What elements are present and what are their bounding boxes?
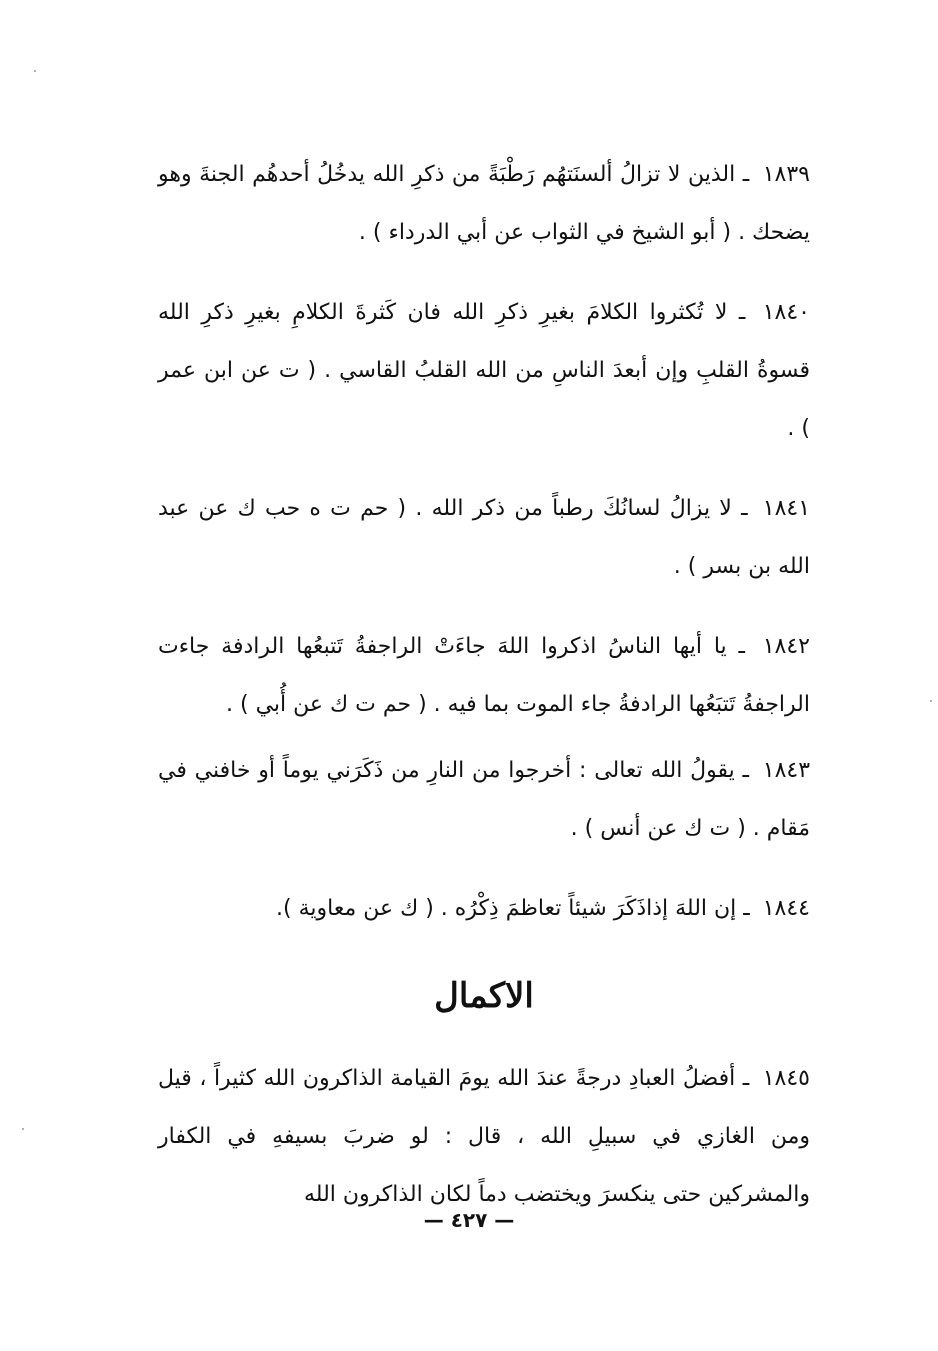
hadith-number: ١٨٤١ <box>762 496 811 521</box>
hadith-number: ١٨٤٣ <box>762 758 811 783</box>
scan-speck <box>930 700 932 702</box>
hadith-text: يقولُ الله تعالى : أخرجوا من النارِ من ذَكَرَني يوماً أو خافني في مَقام . ( ت ك عن أنس ) . <box>158 758 810 841</box>
hadith-separator: ـ <box>727 300 757 325</box>
hadith-separator: ـ <box>734 758 757 783</box>
hadith-number: ١٨٤٤ <box>762 896 810 921</box>
hadith-text: الذين لا تزالُ ألسنَتهُم رَطْبَةً من ذكرِ الله يدخُلُ أحدهُم الجنةَ وهو يضحك . ( أبو الشيخ في الثواب عن أبي الدرداء ) . <box>158 162 810 245</box>
hadith-separator: ـ <box>735 1066 757 1091</box>
hadith-text: أفضلُ العبادِ درجةً عندَ الله يومَ القيامة الذاكرون الله كثيراً ، قيل ومن الغازي في سبيلِ الله ، قال : لو ضربَ بسيفهِ في الكفار والمشركين حتى ينكسرَ ويختضب دماً لكان الذاكرون الله <box>158 1066 810 1207</box>
page-number: — ٤٢٧ — <box>423 1208 515 1232</box>
hadith-number: ١٨٤٠ <box>762 300 810 325</box>
hadith-text: يا أيها الناسُ اذكروا اللهَ جاءَتْ الراجفةُ تَتبعُها الرادفة جاءت الراجفةُ تَتبَعُها الرادفةُ جاء الموت بما فيه . ( حم ت ك عن أُبي ) . <box>158 634 810 717</box>
hadith-1840 <box>158 284 810 458</box>
hadith-1841 <box>158 480 810 596</box>
section-heading: الاكمال <box>434 976 534 1016</box>
hadith-number: ١٨٣٩ <box>762 162 810 187</box>
hadith-number: ١٨٤٥ <box>762 1066 810 1091</box>
main-text <box>158 146 810 1246</box>
hadith-text: إن اللهَ إذاذَكَرَ شيئاً تعاظمَ ذِكْرُه . ( ك عن معاوية ). <box>276 896 737 921</box>
hadith-text: لا يزالُ لسانُكَ رطباً من ذكر الله . ( حم ت ه حب ك عن عبد الله بن بسر ) . <box>158 496 810 579</box>
hadith-number: ١٨٤٢ <box>762 634 810 659</box>
hadith-text: لا تُكثروا الكلامَ بغيرِ ذكرِ الله فان كَثرةَ الكلامِ بغيرِ ذكرِ الله قسوةُ القلبِ وإن أبعدَ الناسِ من الله القلبُ القاسي . ( ت عن ابن عمر ) . <box>158 300 810 441</box>
hadith-1845 <box>158 1050 810 1224</box>
hadith-1842 <box>158 618 810 734</box>
hadith-1839 <box>158 146 810 262</box>
hadith-separator: ـ <box>731 496 757 521</box>
scan-speck <box>22 1128 24 1130</box>
hadith-1844 <box>158 880 810 938</box>
hadith-separator: ـ <box>726 634 757 659</box>
hadith-separator: ـ <box>736 896 757 921</box>
hadith-separator: ـ <box>735 162 757 187</box>
hadith-1843 <box>158 742 810 858</box>
scan-speck <box>34 70 36 72</box>
